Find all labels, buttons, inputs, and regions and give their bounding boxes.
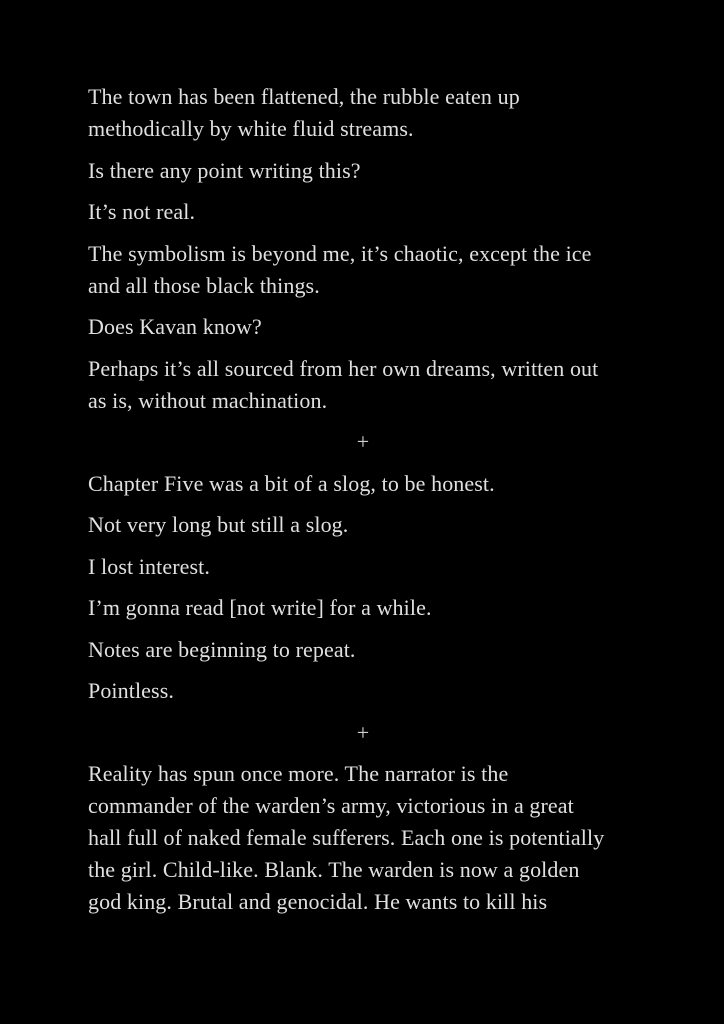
paragraph	[88, 551, 638, 583]
text-line: Notes are beginning to repeat.	[88, 636, 356, 662]
paragraph	[88, 758, 638, 918]
text-line: Reality has spun once more. The narrator is the	[88, 761, 509, 786]
text-line: The town has been flattened, the rubble eaten up	[88, 84, 520, 109]
section-divider	[88, 717, 638, 749]
text-line: god king. Brutal and genocidal. He wants to kill his	[88, 889, 548, 914]
section-divider	[88, 426, 638, 458]
text-line: I’m gonna read [not write] for a while.	[88, 595, 432, 620]
text-line: Chapter Five was a bit of a slog, to be honest.	[88, 470, 495, 496]
text-line: The symbolism is beyond me, it’s chaotic, except the ice	[88, 240, 592, 266]
text-line: Not very long but still a slog.	[88, 512, 349, 537]
text-line: Perhaps it’s all sourced from her own dreams, written out	[88, 355, 599, 381]
paragraph	[88, 468, 638, 500]
text-line: methodically by white fluid streams.	[88, 116, 414, 141]
text-line: Pointless.	[88, 678, 174, 703]
paragraph	[88, 196, 638, 228]
text-line: the girl. Child-like. Blank. The warden is now a golden	[88, 857, 580, 882]
text-line: and all those black things.	[88, 272, 320, 298]
paragraph	[88, 509, 638, 541]
text-line: Does Kavan know?	[88, 314, 262, 339]
text-line: hall full of naked female sufferers. Each one is potentially	[88, 825, 605, 850]
text-line: I lost interest.	[88, 553, 210, 579]
text-line: It’s not real.	[88, 199, 196, 224]
paragraph	[88, 675, 638, 707]
paragraph	[88, 592, 638, 624]
divider-symbol: +	[356, 719, 370, 745]
divider-symbol: +	[356, 429, 370, 454]
paragraph	[88, 155, 638, 187]
text-line: as is, without machination.	[88, 387, 328, 413]
text-line: Is there any point writing this?	[88, 157, 361, 183]
paragraph	[88, 353, 638, 417]
paragraph	[88, 238, 638, 302]
journal-text	[88, 81, 638, 918]
paragraph	[88, 311, 638, 343]
text-line: commander of the warden’s army, victorious in a great	[88, 793, 574, 818]
paragraph	[88, 634, 638, 666]
paragraph	[88, 81, 638, 145]
